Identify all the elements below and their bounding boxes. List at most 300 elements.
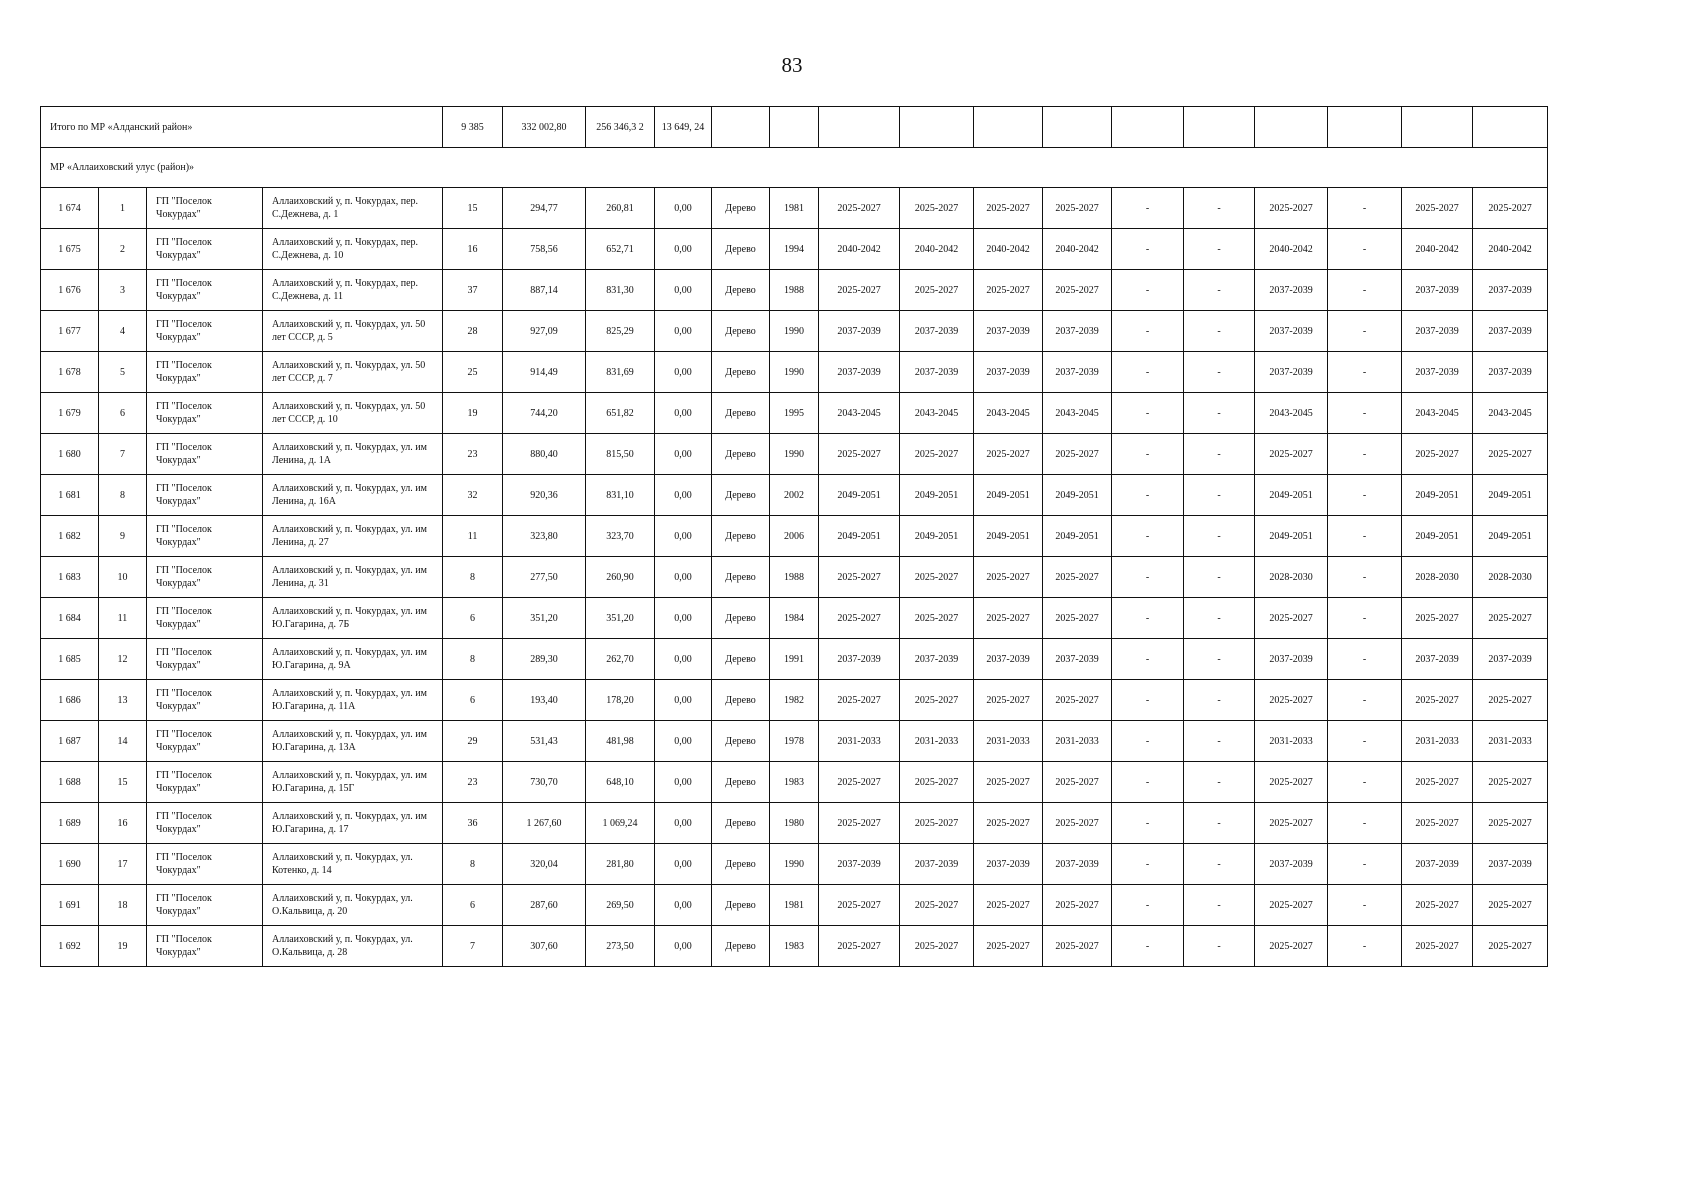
table-row (41, 721, 1548, 762)
address-cell: Аллаиховский у, п. Чокурдах, ул. 50 лет СССР, д. 10 (263, 393, 443, 434)
period-cell: 2025-2027 (1473, 926, 1548, 967)
year-built-cell: 1981 (770, 188, 819, 229)
table-row (41, 229, 1548, 270)
period-cell: - (1112, 721, 1184, 762)
period-cell: 2025-2027 (1473, 680, 1548, 721)
residents-cell: 11 (443, 516, 503, 557)
period-cell: 2025-2027 (819, 598, 900, 639)
wall-material-cell: Дерево (712, 803, 770, 844)
municipal-area-cell: 0,00 (655, 721, 712, 762)
address-cell: Аллаиховский у, п. Чокурдах, ул. О.Кальвица, д. 28 (263, 926, 443, 967)
residents-cell: 32 (443, 475, 503, 516)
period-cell: - (1112, 188, 1184, 229)
row-number-cell: 3 (99, 270, 147, 311)
residential-area-cell: 273,50 (586, 926, 655, 967)
period-cell: 2025-2027 (900, 680, 974, 721)
period-cell: 2025-2027 (1043, 926, 1112, 967)
municipality-cell: ГП "Поселок Чокурдах" (147, 598, 263, 639)
period-cell: - (1112, 557, 1184, 598)
residents-cell: 23 (443, 434, 503, 475)
registry-number-cell: 1 675 (41, 229, 99, 270)
residential-area-cell: 260,81 (586, 188, 655, 229)
row-number-cell: 5 (99, 352, 147, 393)
total-area-cell: 920,36 (503, 475, 586, 516)
period-cell: 2025-2027 (1473, 803, 1548, 844)
period-cell: 2043-2045 (1402, 393, 1473, 434)
year-built-cell: 1988 (770, 557, 819, 598)
year-built-cell: 1991 (770, 639, 819, 680)
period-cell: 2025-2027 (900, 926, 974, 967)
residential-area-cell: 652,71 (586, 229, 655, 270)
address-cell: Аллаиховский у, п. Чокурдах, ул. им Ленина, д. 16А (263, 475, 443, 516)
period-cell: - (1328, 188, 1402, 229)
empty-cell (1255, 107, 1328, 148)
total-row (41, 107, 1548, 148)
residents-cell: 7 (443, 926, 503, 967)
total-area-cell: 294,77 (503, 188, 586, 229)
wall-material-cell: Дерево (712, 393, 770, 434)
period-cell: 2031-2033 (1255, 721, 1328, 762)
municipality-cell: ГП "Поселок Чокурдах" (147, 762, 263, 803)
period-cell: 2025-2027 (1402, 598, 1473, 639)
period-cell: 2037-2039 (974, 352, 1043, 393)
period-cell: 2025-2027 (819, 188, 900, 229)
residential-area-cell: 281,80 (586, 844, 655, 885)
row-number-cell: 1 (99, 188, 147, 229)
empty-cell (1043, 107, 1112, 148)
period-cell: 2025-2027 (1255, 434, 1328, 475)
section-title: МР «Аллаиховский улус (район)» (41, 148, 1548, 188)
period-cell: - (1184, 188, 1255, 229)
residents-cell: 16 (443, 229, 503, 270)
period-cell: 2025-2027 (900, 762, 974, 803)
period-cell: 2025-2027 (1043, 598, 1112, 639)
year-built-cell: 1983 (770, 926, 819, 967)
period-cell: - (1112, 434, 1184, 475)
registry-number-cell: 1 690 (41, 844, 99, 885)
wall-material-cell: Дерево (712, 229, 770, 270)
residential-area-cell: 1 069,24 (586, 803, 655, 844)
period-cell: 2037-2039 (974, 639, 1043, 680)
residents-cell: 15 (443, 188, 503, 229)
period-cell: 2025-2027 (1402, 188, 1473, 229)
row-number-cell: 8 (99, 475, 147, 516)
table-row (41, 475, 1548, 516)
municipal-area-cell: 0,00 (655, 475, 712, 516)
registry-number-cell: 1 686 (41, 680, 99, 721)
table-row (41, 188, 1548, 229)
residential-area-cell: 815,50 (586, 434, 655, 475)
row-number-cell: 19 (99, 926, 147, 967)
residents-cell: 37 (443, 270, 503, 311)
period-cell: 2049-2051 (900, 516, 974, 557)
period-cell: - (1112, 885, 1184, 926)
total-residential-area: 256 346,3 2 (586, 107, 655, 148)
municipality-cell: ГП "Поселок Чокурдах" (147, 721, 263, 762)
wall-material-cell: Дерево (712, 516, 770, 557)
period-cell: 2037-2039 (1043, 352, 1112, 393)
period-cell: 2025-2027 (1255, 598, 1328, 639)
period-cell: 2037-2039 (900, 352, 974, 393)
table-row (41, 393, 1548, 434)
municipal-area-cell: 0,00 (655, 393, 712, 434)
empty-cell (1328, 107, 1402, 148)
row-number-cell: 14 (99, 721, 147, 762)
total-area-cell: 351,20 (503, 598, 586, 639)
municipal-area-cell: 0,00 (655, 803, 712, 844)
municipality-cell: ГП "Поселок Чокурдах" (147, 393, 263, 434)
row-number-cell: 10 (99, 557, 147, 598)
period-cell: 2025-2027 (1043, 434, 1112, 475)
total-area-cell: 744,20 (503, 393, 586, 434)
empty-cell (1473, 107, 1548, 148)
period-cell: 2037-2039 (1473, 844, 1548, 885)
wall-material-cell: Дерево (712, 721, 770, 762)
period-cell: 2025-2027 (1043, 557, 1112, 598)
residents-cell: 28 (443, 311, 503, 352)
period-cell: 2025-2027 (974, 926, 1043, 967)
wall-material-cell: Дерево (712, 434, 770, 475)
residents-cell: 8 (443, 639, 503, 680)
period-cell: 2025-2027 (900, 188, 974, 229)
period-cell: 2037-2039 (900, 311, 974, 352)
table-row (41, 352, 1548, 393)
period-cell: 2037-2039 (1043, 639, 1112, 680)
period-cell: 2025-2027 (819, 680, 900, 721)
year-built-cell: 1980 (770, 803, 819, 844)
period-cell: - (1328, 721, 1402, 762)
empty-cell (770, 107, 819, 148)
total-area-cell: 307,60 (503, 926, 586, 967)
total-area-cell: 914,49 (503, 352, 586, 393)
empty-cell (974, 107, 1043, 148)
residents-cell: 23 (443, 762, 503, 803)
section-row (41, 148, 1548, 188)
period-cell: - (1184, 762, 1255, 803)
address-cell: Аллаиховский у, п. Чокурдах, ул. 50 лет СССР, д. 7 (263, 352, 443, 393)
period-cell: 2025-2027 (1255, 926, 1328, 967)
period-cell: - (1184, 393, 1255, 434)
address-cell: Аллаиховский у, п. Чокурдах, ул. им Ленина, д. 1А (263, 434, 443, 475)
table-row (41, 598, 1548, 639)
residents-cell: 29 (443, 721, 503, 762)
total-area-cell: 277,50 (503, 557, 586, 598)
residential-area-cell: 260,90 (586, 557, 655, 598)
residential-area-cell: 831,69 (586, 352, 655, 393)
period-cell: - (1184, 270, 1255, 311)
total-area-cell: 323,80 (503, 516, 586, 557)
municipality-cell: ГП "Поселок Чокурдах" (147, 311, 263, 352)
period-cell: 2025-2027 (974, 270, 1043, 311)
period-cell: 2025-2027 (900, 434, 974, 475)
year-built-cell: 1990 (770, 844, 819, 885)
address-cell: Аллаиховский у, п. Чокурдах, ул. им Ю.Гагарина, д. 15Г (263, 762, 443, 803)
registry-number-cell: 1 681 (41, 475, 99, 516)
municipal-area-cell: 0,00 (655, 557, 712, 598)
period-cell: - (1184, 352, 1255, 393)
municipality-cell: ГП "Поселок Чокурдах" (147, 270, 263, 311)
period-cell: 2049-2051 (900, 475, 974, 516)
period-cell: 2025-2027 (1255, 188, 1328, 229)
wall-material-cell: Дерево (712, 680, 770, 721)
period-cell: 2037-2039 (819, 639, 900, 680)
period-cell: 2040-2042 (1473, 229, 1548, 270)
period-cell: - (1328, 885, 1402, 926)
period-cell: 2025-2027 (900, 885, 974, 926)
period-cell: 2025-2027 (900, 270, 974, 311)
address-cell: Аллаиховский у, п. Чокурдах, ул. им Ленина, д. 27 (263, 516, 443, 557)
year-built-cell: 1982 (770, 680, 819, 721)
period-cell: 2028-2030 (1402, 557, 1473, 598)
year-built-cell: 1978 (770, 721, 819, 762)
address-cell: Аллаиховский у, п. Чокурдах, ул. им Ю.Гагарина, д. 9А (263, 639, 443, 680)
address-cell: Аллаиховский у, п. Чокурдах, пер. С.Дежнева, д. 10 (263, 229, 443, 270)
period-cell: 2037-2039 (819, 311, 900, 352)
residential-area-cell: 825,29 (586, 311, 655, 352)
period-cell: 2025-2027 (819, 434, 900, 475)
period-cell: - (1112, 639, 1184, 680)
registry-number-cell: 1 685 (41, 639, 99, 680)
period-cell: 2025-2027 (1473, 598, 1548, 639)
period-cell: 2025-2027 (1473, 762, 1548, 803)
period-cell: 2049-2051 (1473, 516, 1548, 557)
address-cell: Аллаиховский у, п. Чокурдах, ул. О.Кальвица, д. 20 (263, 885, 443, 926)
period-cell: - (1112, 516, 1184, 557)
total-area-cell: 289,30 (503, 639, 586, 680)
period-cell: 2040-2042 (900, 229, 974, 270)
residential-area-cell: 481,98 (586, 721, 655, 762)
period-cell: 2031-2033 (1402, 721, 1473, 762)
period-cell: - (1112, 598, 1184, 639)
wall-material-cell: Дерево (712, 598, 770, 639)
period-cell: - (1328, 926, 1402, 967)
total-area-cell: 287,60 (503, 885, 586, 926)
period-cell: 2025-2027 (1402, 434, 1473, 475)
year-built-cell: 1983 (770, 762, 819, 803)
period-cell: 2025-2027 (1043, 885, 1112, 926)
period-cell: 2037-2039 (1473, 639, 1548, 680)
period-cell: 2031-2033 (1473, 721, 1548, 762)
wall-material-cell: Дерево (712, 270, 770, 311)
residents-cell: 19 (443, 393, 503, 434)
period-cell: 2025-2027 (974, 803, 1043, 844)
registry-number-cell: 1 682 (41, 516, 99, 557)
row-number-cell: 18 (99, 885, 147, 926)
period-cell: - (1112, 311, 1184, 352)
residential-area-cell: 262,70 (586, 639, 655, 680)
registry-number-cell: 1 688 (41, 762, 99, 803)
row-number-cell: 15 (99, 762, 147, 803)
period-cell: - (1328, 352, 1402, 393)
period-cell: - (1328, 598, 1402, 639)
period-cell: - (1112, 803, 1184, 844)
year-built-cell: 1981 (770, 885, 819, 926)
total-area-cell: 880,40 (503, 434, 586, 475)
table-row (41, 803, 1548, 844)
period-cell: 2025-2027 (819, 557, 900, 598)
period-cell: - (1328, 639, 1402, 680)
row-number-cell: 11 (99, 598, 147, 639)
period-cell: 2025-2027 (819, 270, 900, 311)
registry-number-cell: 1 691 (41, 885, 99, 926)
municipality-cell: ГП "Поселок Чокурдах" (147, 434, 263, 475)
residential-area-cell: 178,20 (586, 680, 655, 721)
residential-area-cell: 269,50 (586, 885, 655, 926)
address-cell: Аллаиховский у, п. Чокурдах, ул. им Ю.Гагарина, д. 11А (263, 680, 443, 721)
period-cell: 2043-2045 (900, 393, 974, 434)
period-cell: - (1112, 844, 1184, 885)
registry-number-cell: 1 683 (41, 557, 99, 598)
residents-cell: 25 (443, 352, 503, 393)
table-row (41, 680, 1548, 721)
municipal-area-cell: 0,00 (655, 229, 712, 270)
period-cell: 2028-2030 (1473, 557, 1548, 598)
empty-cell (712, 107, 770, 148)
period-cell: 2025-2027 (900, 598, 974, 639)
row-number-cell: 4 (99, 311, 147, 352)
period-cell: - (1184, 680, 1255, 721)
period-cell: - (1184, 311, 1255, 352)
registry-number-cell: 1 676 (41, 270, 99, 311)
period-cell: 2031-2033 (900, 721, 974, 762)
period-cell: - (1328, 475, 1402, 516)
period-cell: 2049-2051 (1473, 475, 1548, 516)
total-area-cell: 531,43 (503, 721, 586, 762)
period-cell: 2025-2027 (974, 762, 1043, 803)
total-area-cell: 1 267,60 (503, 803, 586, 844)
municipality-cell: ГП "Поселок Чокурдах" (147, 926, 263, 967)
municipal-area-cell: 0,00 (655, 270, 712, 311)
period-cell: 2049-2051 (1043, 475, 1112, 516)
municipality-cell: ГП "Поселок Чокурдах" (147, 352, 263, 393)
period-cell: 2040-2042 (1043, 229, 1112, 270)
period-cell: - (1112, 270, 1184, 311)
period-cell: - (1184, 844, 1255, 885)
wall-material-cell: Дерево (712, 352, 770, 393)
period-cell: 2037-2039 (1473, 352, 1548, 393)
municipal-area-cell: 0,00 (655, 885, 712, 926)
period-cell: 2037-2039 (1402, 844, 1473, 885)
period-cell: - (1112, 762, 1184, 803)
period-cell: 2043-2045 (1255, 393, 1328, 434)
municipality-cell: ГП "Поселок Чокурдах" (147, 188, 263, 229)
registry-number-cell: 1 684 (41, 598, 99, 639)
residential-area-cell: 831,10 (586, 475, 655, 516)
period-cell: - (1184, 516, 1255, 557)
municipal-area-cell: 0,00 (655, 680, 712, 721)
address-cell: Аллаиховский у, п. Чокурдах, ул. им Ю.Гагарина, д. 17 (263, 803, 443, 844)
municipality-cell: ГП "Поселок Чокурдах" (147, 803, 263, 844)
period-cell: - (1184, 475, 1255, 516)
period-cell: - (1328, 680, 1402, 721)
table-row (41, 844, 1548, 885)
period-cell: - (1184, 639, 1255, 680)
period-cell: - (1112, 393, 1184, 434)
period-cell: - (1112, 475, 1184, 516)
period-cell: 2025-2027 (974, 885, 1043, 926)
period-cell: 2037-2039 (1402, 270, 1473, 311)
municipality-cell: ГП "Поселок Чокурдах" (147, 844, 263, 885)
period-cell: 2037-2039 (900, 844, 974, 885)
period-cell: 2049-2051 (1402, 516, 1473, 557)
year-built-cell: 2006 (770, 516, 819, 557)
period-cell: 2025-2027 (1043, 762, 1112, 803)
period-cell: 2025-2027 (1473, 188, 1548, 229)
period-cell: 2049-2051 (974, 475, 1043, 516)
total-area-cell: 193,40 (503, 680, 586, 721)
total-municipal-area: 13 649, 24 (655, 107, 712, 148)
year-built-cell: 1990 (770, 434, 819, 475)
registry-number-cell: 1 692 (41, 926, 99, 967)
period-cell: 2025-2027 (819, 762, 900, 803)
wall-material-cell: Дерево (712, 885, 770, 926)
period-cell: - (1328, 229, 1402, 270)
row-number-cell: 12 (99, 639, 147, 680)
registry-number-cell: 1 674 (41, 188, 99, 229)
year-built-cell: 1988 (770, 270, 819, 311)
period-cell: 2025-2027 (974, 598, 1043, 639)
period-cell: - (1328, 844, 1402, 885)
year-built-cell: 1995 (770, 393, 819, 434)
period-cell: - (1328, 393, 1402, 434)
period-cell: 2037-2039 (1043, 311, 1112, 352)
total-total-area: 332 002,80 (503, 107, 586, 148)
period-cell: 2037-2039 (974, 311, 1043, 352)
registry-number-cell: 1 677 (41, 311, 99, 352)
period-cell: 2037-2039 (1043, 844, 1112, 885)
registry-number-cell: 1 678 (41, 352, 99, 393)
period-cell: 2025-2027 (819, 885, 900, 926)
period-cell: 2025-2027 (819, 926, 900, 967)
residential-area-cell: 831,30 (586, 270, 655, 311)
period-cell: - (1112, 352, 1184, 393)
wall-material-cell: Дерево (712, 762, 770, 803)
period-cell: - (1184, 721, 1255, 762)
row-number-cell: 16 (99, 803, 147, 844)
municipality-cell: ГП "Поселок Чокурдах" (147, 680, 263, 721)
residents-cell: 8 (443, 844, 503, 885)
period-cell: - (1184, 229, 1255, 270)
period-cell: - (1184, 557, 1255, 598)
registry-number-cell: 1 679 (41, 393, 99, 434)
period-cell: 2037-2039 (1402, 639, 1473, 680)
period-cell: - (1328, 557, 1402, 598)
wall-material-cell: Дерево (712, 557, 770, 598)
period-cell: 2049-2051 (1255, 475, 1328, 516)
period-cell: 2043-2045 (819, 393, 900, 434)
total-area-cell: 730,70 (503, 762, 586, 803)
empty-cell (1112, 107, 1184, 148)
address-cell: Аллаиховский у, п. Чокурдах, ул. им Ленина, д. 31 (263, 557, 443, 598)
table-row (41, 311, 1548, 352)
residents-cell: 6 (443, 885, 503, 926)
empty-cell (900, 107, 974, 148)
period-cell: 2025-2027 (900, 557, 974, 598)
table-row (41, 270, 1548, 311)
period-cell: 2025-2027 (1255, 885, 1328, 926)
registry-number-cell: 1 689 (41, 803, 99, 844)
period-cell: 2025-2027 (1402, 803, 1473, 844)
address-cell: Аллаиховский у, п. Чокурдах, ул. 50 лет СССР, д. 5 (263, 311, 443, 352)
municipal-area-cell: 0,00 (655, 598, 712, 639)
year-built-cell: 1984 (770, 598, 819, 639)
period-cell: 2037-2039 (1473, 270, 1548, 311)
wall-material-cell: Дерево (712, 475, 770, 516)
year-built-cell: 1990 (770, 311, 819, 352)
period-cell: 2025-2027 (819, 803, 900, 844)
residents-cell: 6 (443, 598, 503, 639)
period-cell: 2028-2030 (1255, 557, 1328, 598)
